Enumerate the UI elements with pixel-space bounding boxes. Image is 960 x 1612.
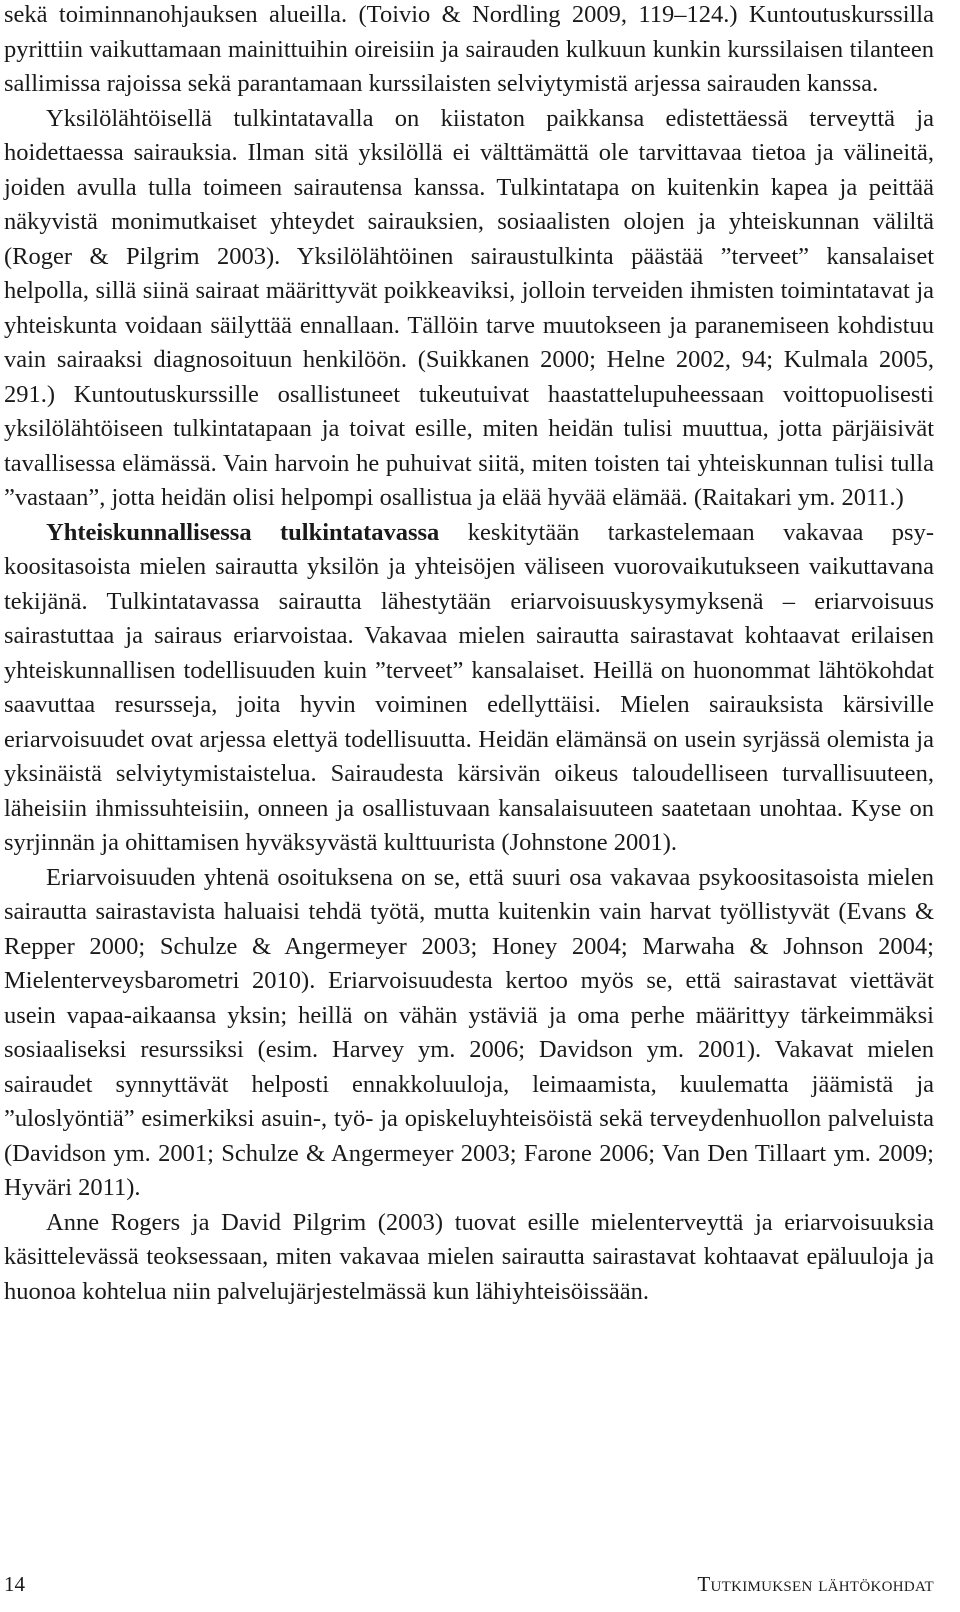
page-footer — [0, 1572, 960, 1602]
paragraph-1-text: sekä toiminnanohjauksen alueilla. (Toivio & Nordling 2009, 119–124.) Kuntoutuskurssilla pyrittiin vaikuttamaan mainittuihin oireisiin ja sairauden kulkuun kunkin kurssilaisen tilanteen sallimissa rajoissa sekä parantamaan kurssilaisten selviytymistä arjessa sairauden kanssa. — [4, 1, 934, 97]
paragraph-4-text: Eriarvoisuuden yhtenä osoituksena on se, että suuri osa vakavaa psykoositasoista mielen sairautta sairastavista haluaisi tehdä työtä, mutta kuitenkin vain harvat työllistyvät (Evans & Repper 2000; Schulze & Angermeyer 2003; Honey 2004; Marwaha & Johnson 2004; Mielenterveysbarometri 2010). Eriarvoisuudesta kertoo myös se, että sairastavat viettävät usein vapaa-aikaansa yksin; heillä on vähän ystäviä ja oma perhe määrittyy tärkeimmäksi sosiaaliseksi resurssiksi (esim. Harvey ym. 2006; Davidson ym. 2001). Vakavat mielen sairaudet synnyttävät helposti ennakkoluuloja, leimaamista, kuulematta jäämistä ja ”uloslyöntiä” esimerkiksi asuin-, työ- ja opiskeluyhteisöistä sekä terveydenhuollon palveluista (Davidson ym. 2001; Schulze & Angermeyer 2003; Farone 2006; Van Den Tillaart ym. 2009; Hyväri 2011). — [4, 863, 934, 1201]
paragraph-5-text: Anne Rogers ja David Pilgrim (2003) tuovat esille mielenterveyttä ja eriarvoisuuksia käsittelevässä teoksessaan, miten vakavaa mielen sairautta sairastavat kohtaavat epäluuloja ja huonoa kohtelua niin palvelujärjestelmässä kun lähiyhteisöissään. — [4, 1208, 934, 1305]
page-number: 14 — [4, 1572, 25, 1596]
paragraph-3-bold-term: Yhteiskunnallisessa tulkintatavassa — [46, 518, 440, 546]
paragraph-3-text: keskitytään tarkastelemaan vakavaa psykoositasoista mielen sairautta yksilön ja yhteisöjen väliseen vuorovaikutukseen vaikuttavana tekijänä. Tulkintatavassa sairautta lähestytään eriarvoisuuskysymyksenä – eriarvoisuus sairastuttaa ja sairaus eriarvoistaa. Vakavaa mielen sairautta sairastavat kohtaavat erilaisen yhteiskunnallisen todellisuuden kuin ”terveet” kansalaiset. Heillä on huonommat lähtökohdat saavuttaa resursseja, joita hyvin voiminen edellyttäisi. Mielen sairauksista kärsiville eriarvoisuudet ovat arjessa elettyä todellisuutta. Heidän elämänsä on usein syrjässä olemista ja yksinäistä selviytymistaistelua. Sairaudesta kärsivän oikeus taloudelliseen turvallisuuteen, läheisiin ihmissuhteisiin, onneen ja osallistuvaan kansalaisuuteen saatetaan unohtaa. Kyse on syrjinnän ja ohittamisen hyväksyvästä kulttuurista (Johnstone 2001). — [4, 518, 934, 856]
paragraph-4 — [4, 861, 934, 1206]
paragraph-2 — [4, 102, 934, 516]
paragraph-2-text: Yksilölähtöisellä tulkintatavalla on kiistaton paikkansa edistettäessä terveyttä ja hoidettaessa sairauksia. Ilman sitä yksilöllä ei välttämättä ole tarvittavaa tietoa ja välineitä, joiden avulla tulla toimeen sairautensa kanssa. Tulkintatapa on kuitenkin kapea ja peittää näkyvistä monimutkaiset yhteydet sairauksien, sosiaalisten olojen ja yhteiskunnan väliltä (Roger & Pilgrim 2003). Yksilölähtöinen sairaustulkinta päästää ”terveet” kansalaiset helpolla, sillä siinä sairaat määrittyvät poikkeaviksi, jolloin terveiden ihmisten toimintatavat ja yhteiskunta voidaan säilyttää ennallaan. Tällöin tarve muutokseen ja paranemiseen kohdistuu vain sairaaksi diagnosoituun henkilöön. (Suikkanen 2000; Helne 2002, 94; Kulmala 2005, 291.) Kuntoutuskurssille osallistuneet tukeutuivat haastattelupuheessaan voittopuolisesti yksilölähtöiseen tulkintatapaan ja toivat esille, miten heidän tulisi muuttua, jotta pärjäisivät tavallisessa elämässä. Vain harvoin he puhuivat siitä, miten toisten tai yhteiskunnan tulisi tulla ”vastaan”, jotta heidän olisi helpompi osallistua ja elää hyvää elämää. (Raitakari ym. 2011.) — [4, 104, 934, 511]
paragraph-1 — [4, 0, 934, 102]
paragraph-3 — [4, 516, 934, 861]
running-title: Tutkimuksen lähtökohdat — [697, 1572, 934, 1596]
paragraph-5 — [4, 1206, 934, 1310]
document-page — [4, 0, 934, 1309]
